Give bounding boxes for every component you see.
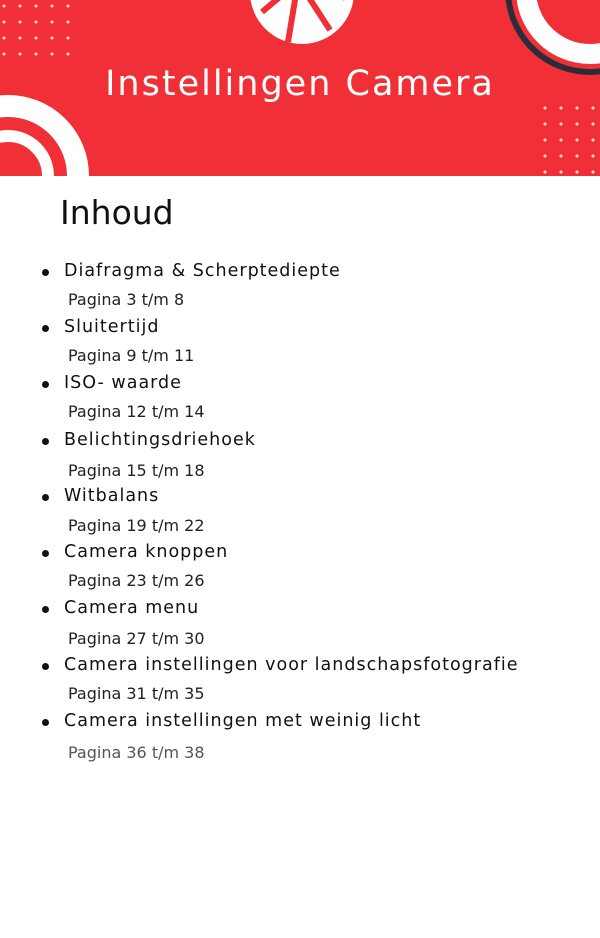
toc-item [0,430,600,486]
bullet-icon [42,663,49,670]
toc-item [0,317,600,373]
toc-entry-title: ISO- waarde [64,373,182,393]
toc-entry-title: Diafragma & Scherptediepte [64,261,341,281]
toc-entry-pages: Pagina 12 t/m 14 [68,402,205,421]
bullet-icon [42,719,49,726]
toc-item [0,542,600,598]
toc-item [0,373,600,429]
toc-entry-title: Witbalans [64,486,160,506]
toc-entry-title: Camera instellingen met weinig licht [64,711,422,731]
bullet-icon [42,494,49,501]
toc-entry-pages: Pagina 36 t/m 38 [68,743,205,762]
toc-entry-pages: Pagina 23 t/m 26 [68,571,205,590]
toc-entry-pages: Pagina 31 t/m 35 [68,684,205,703]
toc-item [0,261,600,317]
toc-entry-pages: Pagina 3 t/m 8 [68,290,185,309]
banner-title: Instellingen Camera [105,64,495,104]
toc-entry-title: Camera instellingen voor landschapsfotografie [64,655,519,675]
toc-heading: Inhoud [60,193,174,232]
toc-entry-title: Sluitertijd [64,317,160,337]
toc-entry-pages: Pagina 19 t/m 22 [68,516,205,535]
toc-item [0,486,600,542]
toc-item [0,598,600,654]
toc-entry-pages: Pagina 27 t/m 30 [68,629,205,648]
bullet-icon [42,438,49,445]
toc-item [0,655,600,711]
bullet-icon [42,550,49,557]
toc-entry-title: Camera menu [64,598,200,618]
toc-item [0,711,600,767]
toc-entry-pages: Pagina 9 t/m 11 [68,346,195,365]
bullet-icon [42,325,49,332]
bullet-icon [42,269,49,276]
toc-entry-title: Belichtingsdriehoek [64,430,256,450]
toc-entry-pages: Pagina 15 t/m 18 [68,461,205,480]
toc-entry-title: Camera knoppen [64,542,229,562]
bullet-icon [42,381,49,388]
bullet-icon [42,606,49,613]
